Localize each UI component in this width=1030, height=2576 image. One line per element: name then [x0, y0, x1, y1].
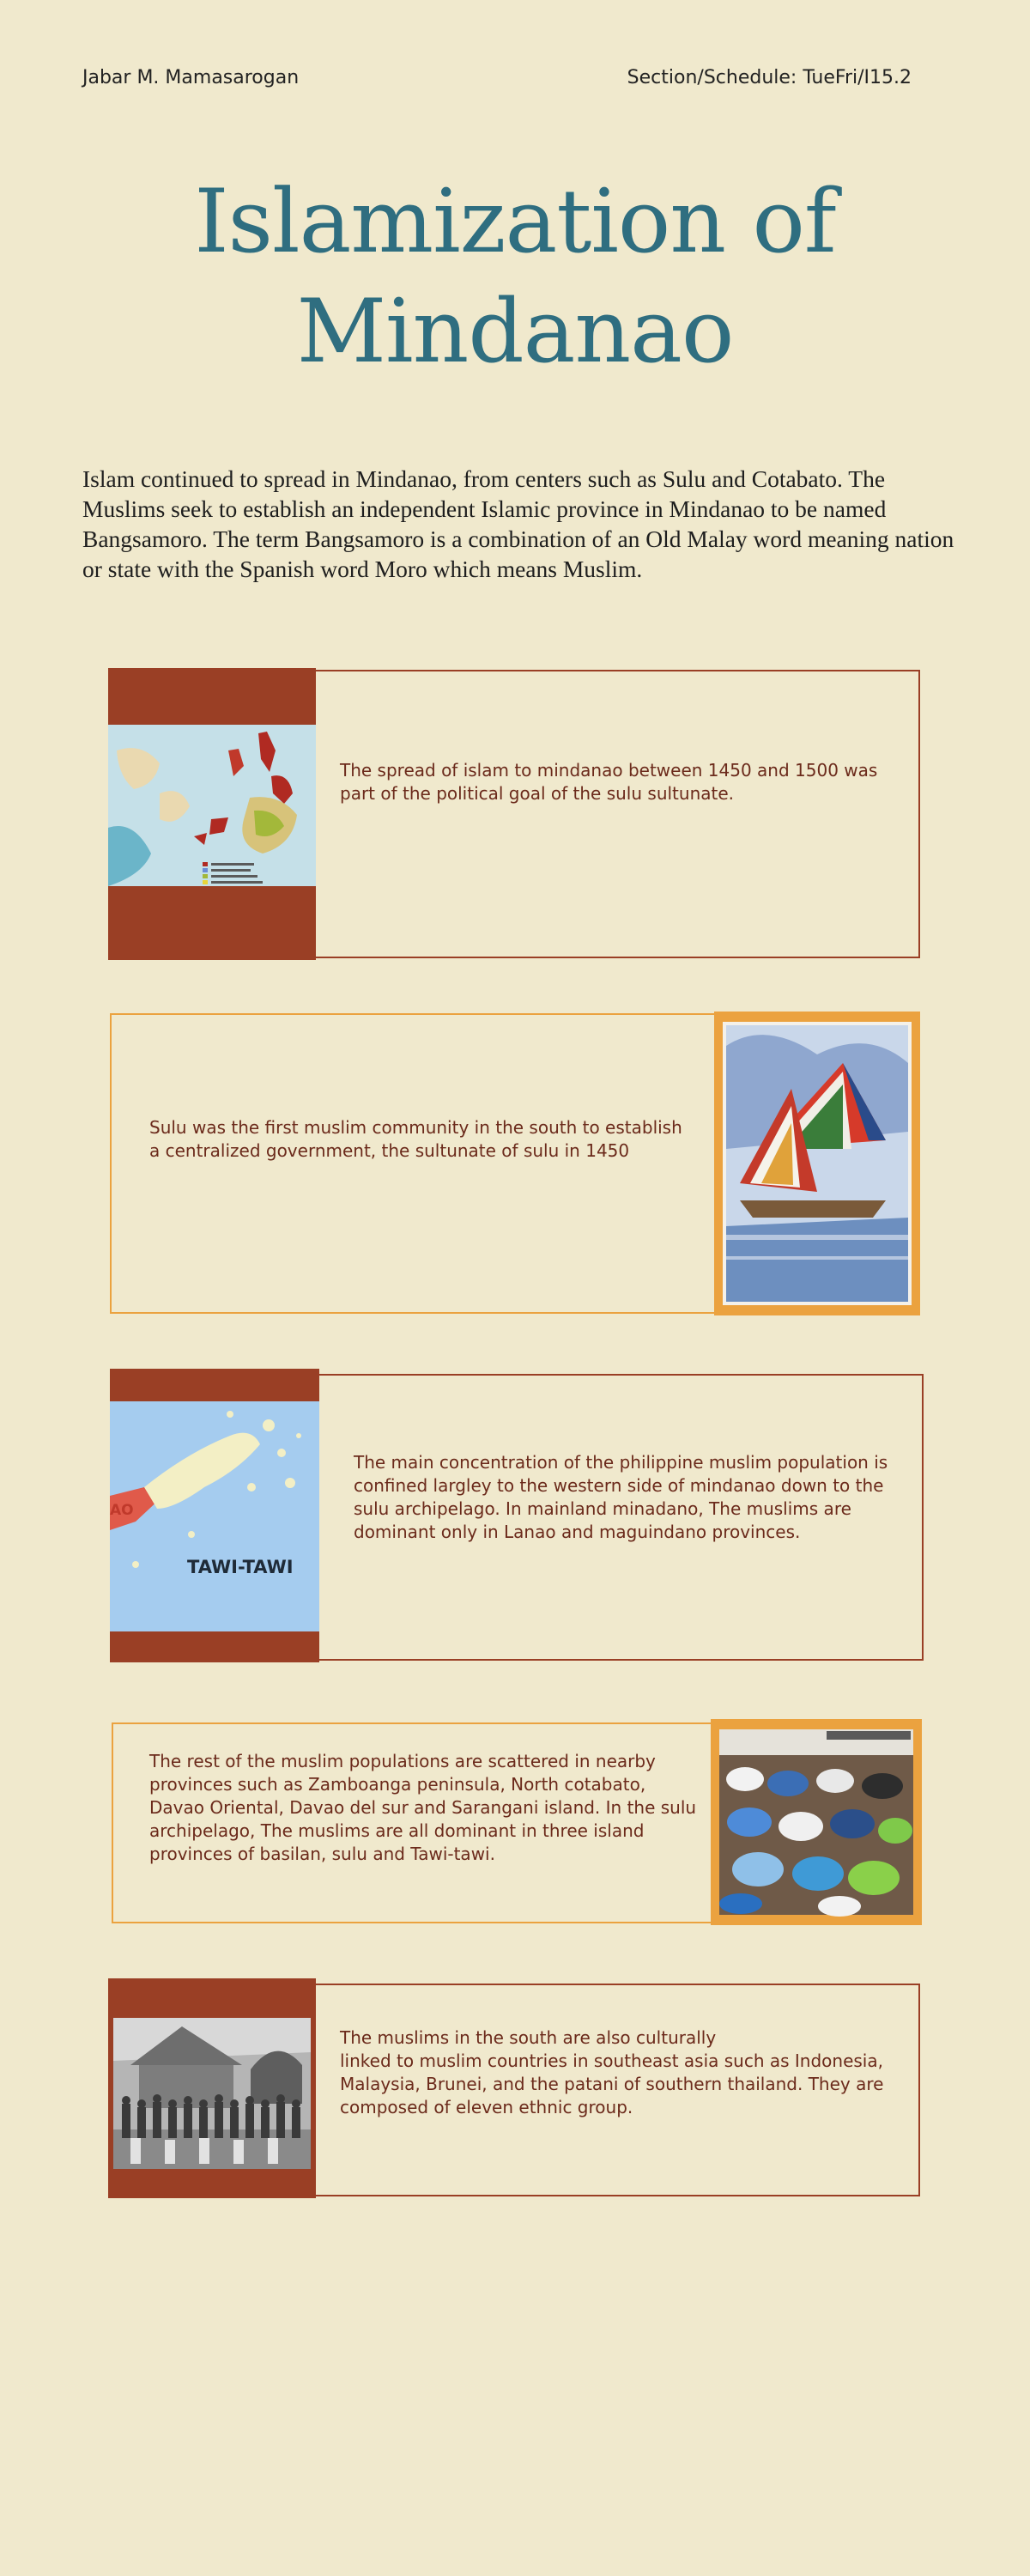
vinta-boat-image [714, 1012, 920, 1315]
card-text: The spread of islam to mindanao between 1450 and 1500 was part of the political goal of the sulu sultunate. [340, 760, 878, 804]
title-line-2: Mindanao [296, 281, 734, 383]
author-name: Jabar M. Mamasarogan [82, 67, 300, 88]
title-line-1: Islamization of [194, 171, 836, 273]
sultanate-map-image [108, 725, 316, 886]
card-sulu-sultanate-map [108, 668, 920, 960]
card-population-concentration [110, 1369, 924, 1662]
card-text: The main concentration of the philippine muslim population is confined largley to the western side of mindanao down to the sulu archipelago. In mainland minadano, The muslims are dominant only in Lanao and maguindano provinces. [354, 1452, 888, 1542]
page-title [0, 167, 1030, 387]
card-text: The muslims in the south are also culturally linked to muslim countries in southeast asia such as Indonesia, Malaysia, Brunei, and the patani of southern thailand. They are composed of eleven ethnic group. [340, 2027, 884, 2117]
card-text: The rest of the muslim populations are scattered in nearby provinces such as Zamboanga peninsula, North cotabato, Davao Oriental, Davao del sur and Sarangani island. In the sulu archipelago, The muslims are all dominant in three island provinces of basilan, sulu and Tawi-tawi. [149, 1751, 697, 1864]
tawi-tawi-map-image [110, 1401, 319, 1631]
card-scattered-populations [110, 1719, 922, 1925]
muslims-praying-image [711, 1719, 922, 1925]
map-edge-label: AO [110, 1502, 134, 1519]
map-label: TAWI-TAWI [187, 1557, 294, 1577]
historical-group-photo [113, 2018, 311, 2169]
section-schedule: Section/Schedule: TueFri/I15.2 [627, 67, 912, 88]
card-text: Sulu was the first muslim community in the south to establish a centralized government, the sultunate of sulu in 1450 [149, 1117, 682, 1161]
intro-paragraph: Islam continued to spread in Mindanao, from centers such as Sulu and Cotabato. The Muslims seek to establish an independent Islamic province in Mindanao to be named Bangsamoro. The term Bangsamoro is a combination of an Old Malay word meaning nation or state with the Spanish word Moro which means Muslim. [82, 465, 954, 582]
card-cultural-links [108, 1978, 920, 2198]
card-sulu-first-community [108, 1012, 920, 1315]
